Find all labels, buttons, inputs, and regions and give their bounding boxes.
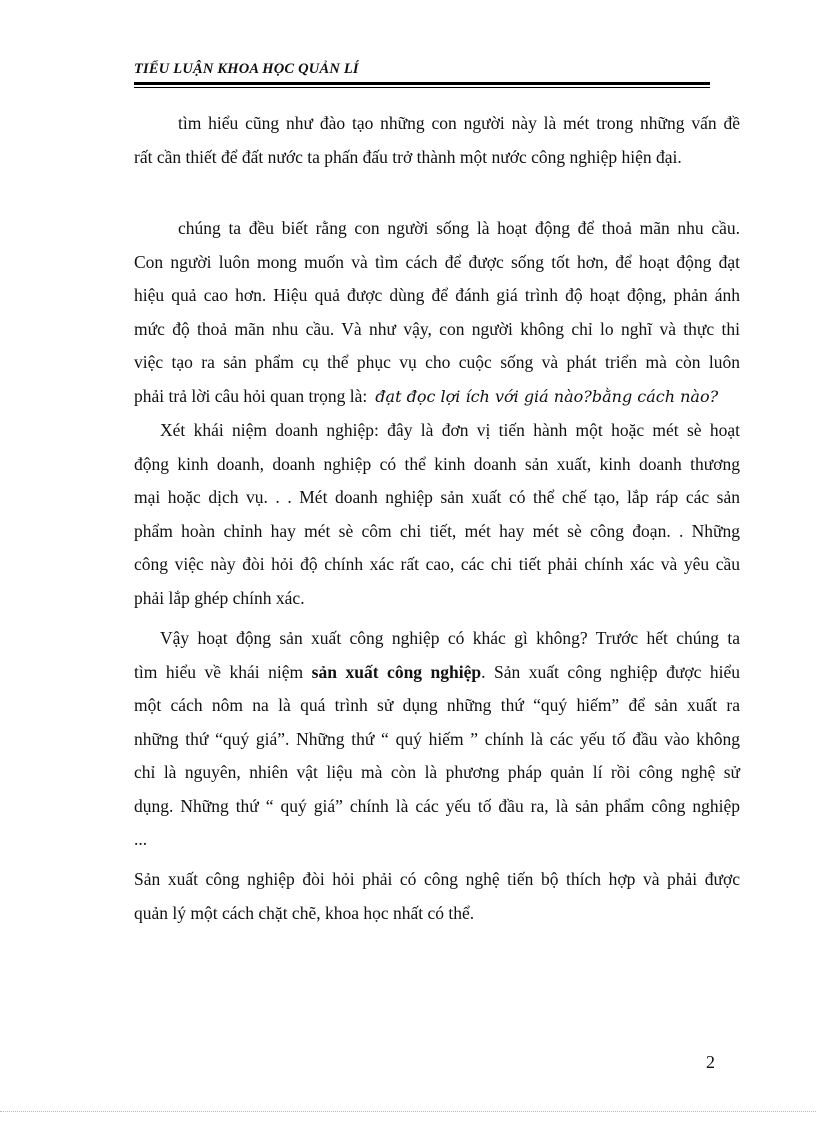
- paragraph-line: phải lắp ghép chính xác.: [134, 587, 305, 608]
- paragraph-line: Con người luôn mong muốn và tìm cách để được sống tốt hơn, để hoạt động đạt: [134, 251, 740, 272]
- paragraph-line: động kinh doanh, doanh nghiệp có thể kinh doanh sản xuất, kinh doanh thương: [134, 453, 740, 474]
- paragraph-line: Sản xuất công nghiệp đòi hỏi phải có công nghệ tiến bộ thích hợp và phải được: [134, 869, 740, 889]
- paragraph-line: Vậy hoạt động sản xuất công nghiệp có khác gì không? Trước hết chúng ta: [160, 628, 740, 648]
- footer-divider: [0, 1111, 816, 1112]
- paragraph-line: chúng ta đều biết rằng con người sống là hoạt động để thoả mãn nhu cầu.: [178, 218, 740, 238]
- paragraph-line: chỉ là nguyên, nhiên vật liệu mà còn là phương pháp quản lí rồi công nghệ sử: [134, 762, 740, 782]
- header-title: TIỂU LUẬN KHOA HỌC QUẢN LÍ: [134, 61, 359, 77]
- paragraph-line: mức độ thoả mãn nhu cầu. Và như vậy, con người không chỉ lo nghĩ và thực thi: [134, 318, 740, 339]
- header-rule-thin: [134, 87, 710, 88]
- paragraph-line-text: phải trả lời câu hỏi quan trọng là:: [134, 385, 368, 406]
- paragraph-line: rất cần thiết để đất nước ta phấn đấu trở thành một nước công nghiệp hiện đại.: [134, 146, 682, 167]
- paragraph-3: [134, 414, 740, 615]
- bold-term: sản xuất công nghiệp: [311, 661, 482, 682]
- paragraph-line: ...: [134, 829, 148, 849]
- paragraph-line-text: tìm hiểu về khái niệm: [134, 661, 312, 682]
- paragraph-2: [134, 212, 740, 413]
- paragraph-line: công việc này đòi hỏi độ chính xác rất cao, các chi tiết phải chính xác và yêu cầu: [134, 554, 740, 574]
- paragraph-line-with-bold: [134, 656, 740, 690]
- paragraph-line: mại hoặc dịch vụ. . . Mét doanh nghiệp sản xuất có thể chế tạo, lắp ráp các sản: [134, 487, 740, 507]
- paragraph-line: dụng. Những thứ “ quý giá” chính là các yếu tố đầu ra, là sản phẩm công nghiệp: [134, 795, 740, 816]
- paragraph-line: hiệu quả cao hơn. Hiệu quả được dùng để đánh giá trình độ hoạt động, phản ánh: [134, 285, 740, 305]
- paragraph-line: những thứ “quý giá”. Những thứ “ quý hiếm ” chính là các yếu tố đầu vào không: [134, 728, 740, 749]
- paragraph-line: phẩm hoàn chỉnh hay mét sè côm chi tiết, mét hay mét sè công đoạn. . Những: [134, 520, 740, 541]
- header-rule-thick: [134, 82, 710, 85]
- paragraph-4: [134, 622, 740, 857]
- paragraph-line-with-script: [134, 380, 740, 414]
- page-header: [134, 60, 710, 88]
- paragraph-line-text: . Sản xuất công nghiệp được hiểu: [481, 661, 740, 682]
- paragraph-line: một cách nôm na là quá trình sử dụng những thứ “quý hiếm” để sản xuất ra: [134, 695, 740, 715]
- paragraph-5: [134, 863, 740, 930]
- paragraph-line: tìm hiểu cũng như đào tạo những con người này là mét trong những vấn đề: [178, 113, 740, 133]
- paragraph-line: Xét khái niệm doanh nghiệp: đây là đơn vị tiến hành một hoặc mét sè hoạt: [160, 420, 740, 440]
- page-number: 2: [706, 1052, 715, 1072]
- script-question-text: đạt đọc lợi ích với giá nào?bằng cách nào?: [375, 386, 719, 406]
- paragraph-1: [134, 107, 740, 174]
- paragraph-line: việc tạo ra sản phẩm cụ thể phục vụ cho cuộc sống và phát triển mà còn luôn: [134, 352, 740, 372]
- paragraph-line: quản lý một cách chặt chẽ, khoa học nhất có thể.: [134, 902, 475, 923]
